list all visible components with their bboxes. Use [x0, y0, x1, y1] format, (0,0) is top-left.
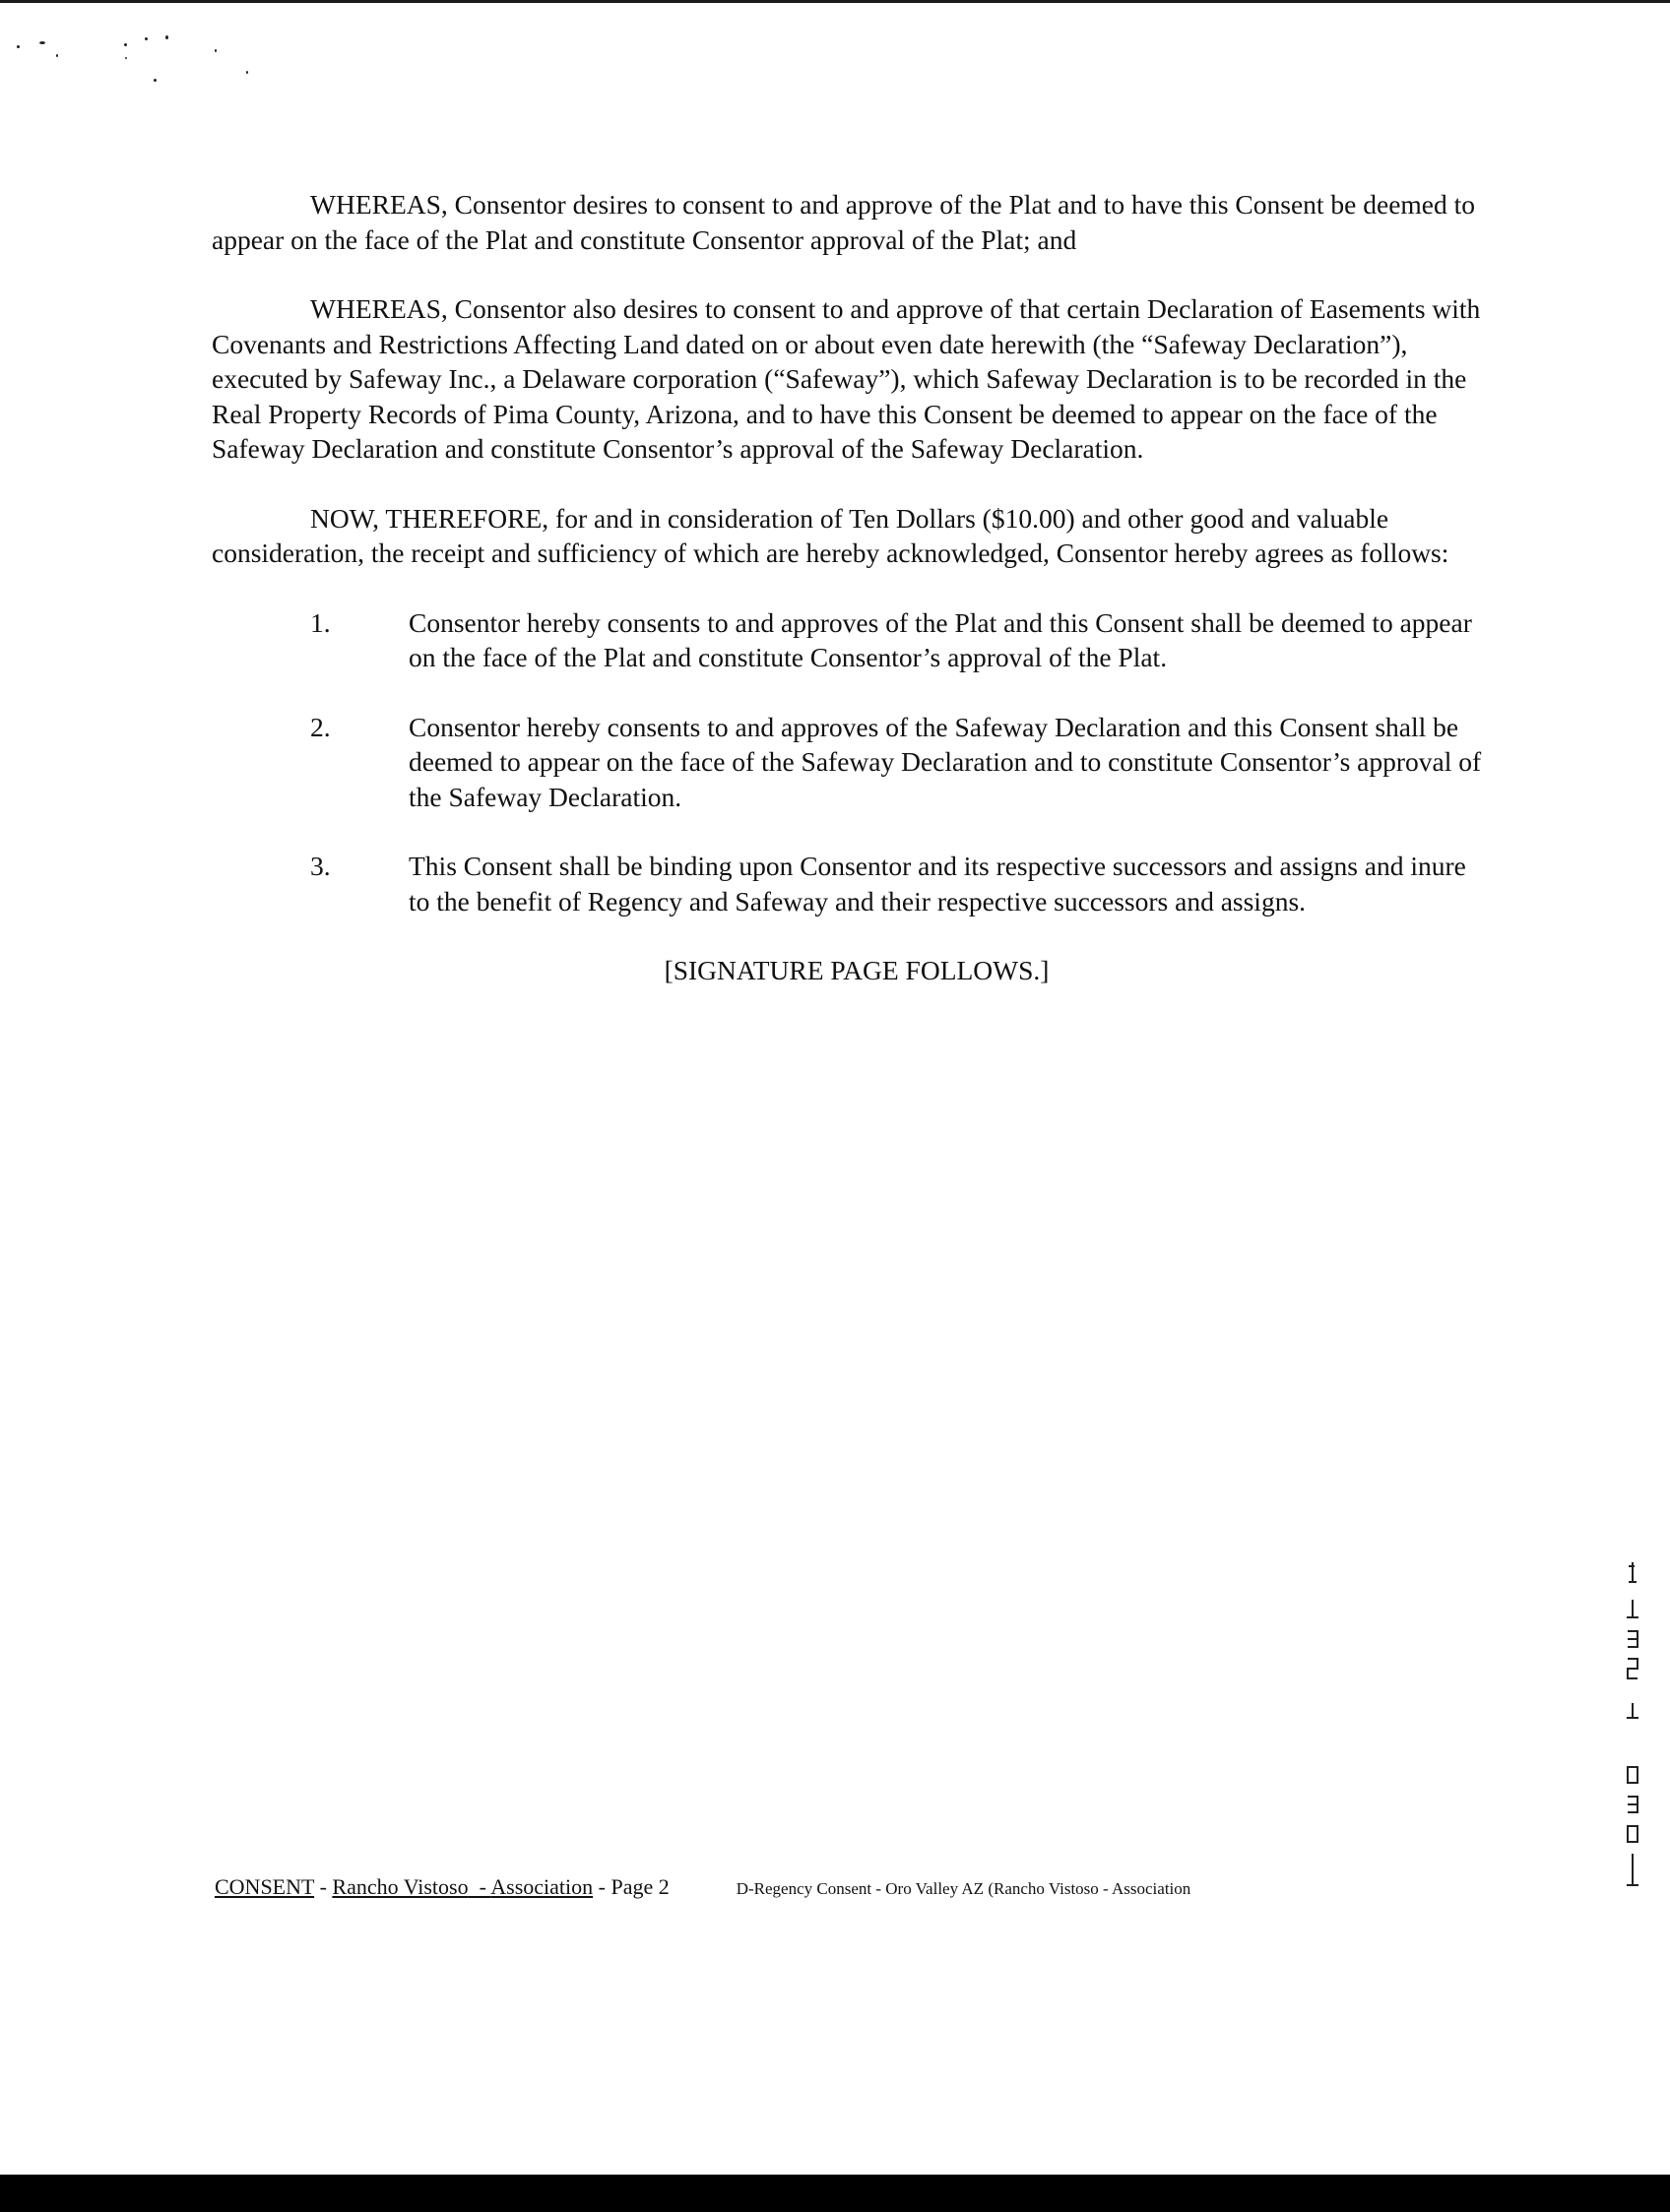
scan-speck — [145, 37, 148, 40]
footer-association: Association — [490, 1874, 594, 1899]
item-text: Consentor hereby consents to and approves of the Safeway Declaration and this Consent shall be deemed to appear on the face of the Safeway Declaration and to constitute Consentor’s approval of the Safeway Declaration. — [409, 711, 1482, 812]
footer-left — [215, 1874, 670, 1900]
recording-stamp-marks — [1623, 1560, 1642, 1895]
footer-document-id: D-Regency Consent - Oro Valley AZ (Rancho Vistoso - Association — [736, 1879, 1191, 1898]
scan-speck — [56, 54, 58, 57]
footer-consent: CONSENT — [215, 1874, 315, 1899]
scan-speck — [17, 45, 20, 48]
whereas-paragraph-1: WHEREAS, Consentor desires to consent to and approve of the Plat and to have this Consent be deemed to appear on the face of the Plat and constitute Consentor approval of the Plat; and — [212, 189, 1476, 255]
whereas-paragraph-2: WHEREAS, Consentor also desires to consent to and approve of that certain Declaration of Easements with Covenants and Restrictions Affecting Land dated on or about even date herewith (the “Safeway Declaration”), executed by Safeway Inc., a Delaware corporation (“Safeway”), which Safeway Declaration is to be recorded in the Real Property Records of Pima County, Arizona, and to have this Consent be deemed to appear on the face of the Safeway Declaration and constitute Consentor’s approval of the Safeway Declaration. — [212, 293, 1481, 464]
signature-page-note: [SIGNATURE PAGE FOLLOWS.] — [664, 955, 1050, 985]
footer-separator: - — [468, 1874, 491, 1899]
scan-speck — [124, 43, 127, 46]
item-number: 1. — [310, 606, 331, 638]
scan-bottom-edge — [0, 2175, 1670, 2212]
footer-separator: - — [314, 1874, 333, 1899]
numbered-item — [212, 605, 1482, 675]
item-text: This Consent shall be binding upon Consentor and its respective successors and assigns and inure to the benefit of Regency and Safeway and their respective successors and assigns. — [409, 851, 1466, 916]
item-number: 3. — [310, 851, 331, 881]
numbered-item — [212, 849, 1482, 918]
footer-project: Rancho Vistoso — [332, 1874, 469, 1899]
scan-top-edge — [0, 0, 1670, 3]
item-number: 2. — [310, 711, 331, 742]
document-body — [212, 187, 1482, 988]
now-therefore-paragraph: NOW, THEREFORE, for and in consideration of Ten Dollars ($10.00) and other good and valuable consideration, the receipt and sufficiency of which are hereby acknowledged, Consentor hereby agrees as follows: — [212, 502, 1449, 568]
scan-speck — [246, 71, 248, 74]
numbered-item — [212, 710, 1482, 815]
footer-page-number: - Page 2 — [593, 1874, 670, 1899]
scan-speck — [215, 49, 217, 52]
scan-speck — [154, 79, 157, 82]
page-footer — [215, 1874, 1190, 1900]
scan-speck — [39, 41, 45, 44]
item-text: Consentor hereby consents to and approves of the Plat and this Consent shall be deemed to appear on the face of the Plat and constitute Consentor’s approval of the Plat. — [409, 606, 1472, 672]
scan-speck — [125, 57, 127, 59]
scan-speck — [165, 35, 168, 39]
